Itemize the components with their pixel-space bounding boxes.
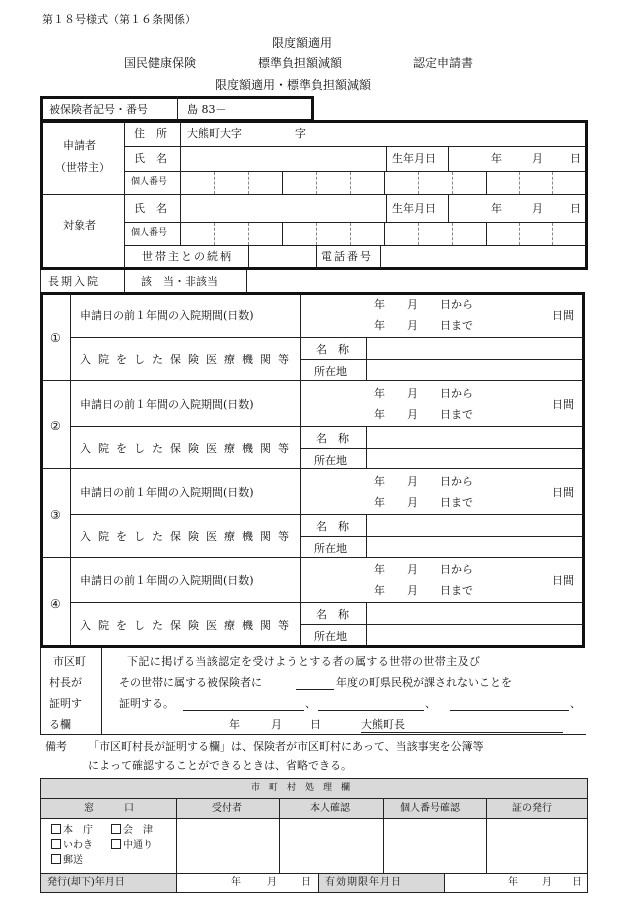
stay-from[interactable]: 年 月 日から bbox=[374, 475, 473, 488]
issue-date-label: 発行(却下)年月日 bbox=[47, 877, 125, 888]
opt-aizu[interactable] bbox=[111, 824, 153, 836]
title-reduction: 標準負担額減額 bbox=[258, 56, 343, 70]
institution-name-label: 名 称 bbox=[316, 432, 349, 445]
stay-to[interactable]: 年 月 日まで bbox=[374, 584, 473, 597]
opt-mail-label: 郵送 bbox=[63, 855, 83, 866]
valid-month: 月 bbox=[542, 877, 552, 888]
applicant-address-suffix: 字 bbox=[295, 127, 306, 140]
title-line3: 限度額適用・標準負担額減額 bbox=[215, 78, 372, 92]
issue-year: 年 bbox=[231, 877, 241, 888]
cert-text-line3: 証明する。 bbox=[119, 697, 174, 710]
cert-comma-2: 、 bbox=[425, 697, 436, 710]
cert-text-line2a: その世帯に属する被保険者に bbox=[119, 676, 262, 689]
stay-to[interactable]: 年 月 日まで bbox=[374, 408, 473, 421]
subject-dob-year: 年 bbox=[491, 202, 502, 215]
insured-number-label: 被保険者記号・番号 bbox=[49, 103, 148, 116]
institution-location-label: 所在地 bbox=[314, 454, 347, 467]
long-stay-label: 長期入院 bbox=[48, 275, 100, 288]
remarks-line2: によって確認することができるときは、省略できる。 bbox=[88, 759, 352, 772]
period-number: ② bbox=[50, 419, 61, 433]
stay-to[interactable]: 年 月 日まで bbox=[374, 496, 473, 509]
stay-from[interactable]: 年 月 日から bbox=[374, 563, 473, 576]
valid-date-label: 有効期限年月日 bbox=[325, 877, 402, 888]
period-block-4 bbox=[42, 558, 583, 646]
issue-month: 月 bbox=[267, 877, 277, 888]
opt-honcho[interactable] bbox=[51, 824, 93, 836]
valid-day: 日 bbox=[572, 877, 582, 888]
checkbox-icon[interactable] bbox=[51, 854, 61, 864]
stay-from[interactable]: 年 月 日から bbox=[374, 387, 473, 400]
subject-id-cells[interactable] bbox=[181, 223, 586, 245]
applicant-dob-year: 年 bbox=[491, 152, 502, 165]
stay-label: 申請日の前１年間の入院期間(日数) bbox=[80, 574, 254, 587]
stay-label: 申請日の前１年間の入院期間(日数) bbox=[80, 486, 254, 499]
applicant-id-cells[interactable] bbox=[181, 172, 586, 194]
institution-label: 入院をした保険医療機関等 bbox=[80, 353, 296, 366]
applicant-id-label: 個人番号 bbox=[131, 177, 168, 187]
period-number: ④ bbox=[50, 597, 61, 611]
stay-days: 日間 bbox=[552, 486, 574, 499]
applicant-address-value[interactable]: 大熊町大字 bbox=[187, 127, 242, 140]
period-block-1 bbox=[42, 294, 583, 380]
checkbox-icon[interactable] bbox=[111, 824, 121, 834]
institution-location-label: 所在地 bbox=[314, 365, 347, 378]
opt-nakadori-label: 中通り bbox=[123, 840, 153, 851]
cert-date-day: 日 bbox=[310, 718, 321, 731]
long-stay-value[interactable]: 該 当・非該当 bbox=[141, 275, 218, 288]
col-identity: 本人確認 bbox=[310, 803, 350, 814]
remarks-line1: 「市区町村長が証明する欄」は、保険者が市区町村にあって、当該事実を公簿等 bbox=[88, 740, 484, 753]
cert-name-line-3[interactable] bbox=[450, 710, 569, 711]
cert-name-line-2[interactable] bbox=[318, 710, 424, 711]
form-number: 第１８号様式（第１６条関係） bbox=[42, 13, 196, 26]
phone-label: 電話番号 bbox=[321, 250, 373, 263]
applicant-dob-label: 生年月日 bbox=[392, 152, 436, 165]
cert-date-month: 月 bbox=[271, 718, 282, 731]
applicant-name-label: 氏 名 bbox=[134, 152, 167, 165]
subject-dob-label: 生年月日 bbox=[392, 202, 436, 215]
checkbox-icon[interactable] bbox=[51, 839, 61, 849]
subject-dob-day: 日 bbox=[570, 202, 581, 215]
valid-year: 年 bbox=[508, 877, 518, 888]
subject-name-label: 氏 名 bbox=[134, 202, 167, 215]
subject-label: 対象者 bbox=[63, 219, 96, 232]
applicant-dob-month: 月 bbox=[532, 152, 543, 165]
cert-mayor: 大熊町長 bbox=[361, 718, 405, 731]
cert-comma-3: 、 bbox=[570, 697, 581, 710]
remarks-label: 備考 bbox=[45, 740, 67, 753]
period-number: ① bbox=[50, 331, 61, 345]
cert-side-label-4: る欄 bbox=[49, 718, 71, 731]
period-block-3 bbox=[42, 469, 583, 557]
cert-name-line-1[interactable] bbox=[183, 710, 304, 711]
subject-dob-month: 月 bbox=[532, 202, 543, 215]
relation-label: 世帯主との続柄 bbox=[142, 250, 233, 263]
insured-number-value[interactable]: 島 83－ bbox=[187, 103, 227, 116]
institution-location-label: 所在地 bbox=[314, 542, 347, 555]
stay-days: 日間 bbox=[552, 398, 574, 411]
title-application: 認定申請書 bbox=[413, 56, 474, 70]
institution-name-label: 名 称 bbox=[316, 608, 349, 621]
cert-side-label-2: 村長が bbox=[49, 676, 82, 689]
applicant-address-label: 住 所 bbox=[134, 127, 167, 140]
cert-text-line1: 下記に掲げる当該認定を受けようとする者の属する世帯の世帯主及び bbox=[127, 655, 481, 668]
stay-label: 申請日の前１年間の入院期間(日数) bbox=[80, 309, 254, 322]
institution-location-label: 所在地 bbox=[314, 630, 347, 643]
opt-honcho-label: 本 庁 bbox=[63, 825, 93, 836]
opt-iwaki-label: いわき bbox=[63, 840, 93, 851]
office-title: 市 町 村 処 理 欄 bbox=[251, 783, 351, 793]
institution-label: 入院をした保険医療機関等 bbox=[80, 530, 296, 543]
institution-name-label: 名 称 bbox=[316, 343, 349, 356]
checkbox-icon[interactable] bbox=[111, 839, 121, 849]
cert-side-label-3: 証明す bbox=[49, 697, 82, 710]
cert-comma-1: 、 bbox=[305, 697, 316, 710]
cert-side-label-1: 市区町 bbox=[53, 655, 86, 668]
stay-from[interactable]: 年 月 日から bbox=[374, 298, 473, 311]
cert-date-year: 年 bbox=[229, 718, 240, 731]
applicant-label-sub: （世帯主） bbox=[55, 161, 110, 174]
period-number: ③ bbox=[50, 508, 61, 522]
cert-text-line2b: 年度の町県民税が課されないことを bbox=[336, 676, 512, 689]
stay-days: 日間 bbox=[552, 574, 574, 587]
col-window: 窓 口 bbox=[84, 803, 134, 814]
stay-days: 日間 bbox=[552, 309, 574, 322]
col-receiver: 受付者 bbox=[212, 803, 242, 814]
col-issue: 証の発行 bbox=[512, 803, 552, 814]
stay-to[interactable]: 年 月 日まで bbox=[374, 319, 473, 332]
subject-id-label: 個人番号 bbox=[131, 228, 168, 238]
checkbox-icon[interactable] bbox=[51, 824, 61, 834]
institution-name-label: 名 称 bbox=[316, 520, 349, 533]
applicant-section bbox=[40, 120, 588, 270]
stay-label: 申請日の前１年間の入院期間(日数) bbox=[80, 398, 254, 411]
applicant-dob-day: 日 bbox=[570, 152, 581, 165]
institution-label: 入院をした保険医療機関等 bbox=[80, 619, 296, 632]
period-block-2 bbox=[42, 381, 583, 468]
issue-day: 日 bbox=[301, 877, 311, 888]
applicant-label: 申請者 bbox=[63, 139, 96, 152]
opt-iwaki[interactable] bbox=[51, 839, 93, 851]
col-id-check: 個人番号確認 bbox=[400, 803, 460, 814]
institution-label: 入院をした保険医療機関等 bbox=[80, 442, 296, 455]
title-line1: 限度額適用 bbox=[272, 36, 333, 50]
opt-nakadori[interactable] bbox=[111, 839, 153, 851]
title-insurance: 国民健康保険 bbox=[124, 56, 197, 70]
opt-mail[interactable] bbox=[51, 854, 83, 866]
opt-aizu-label: 会 津 bbox=[123, 825, 153, 836]
